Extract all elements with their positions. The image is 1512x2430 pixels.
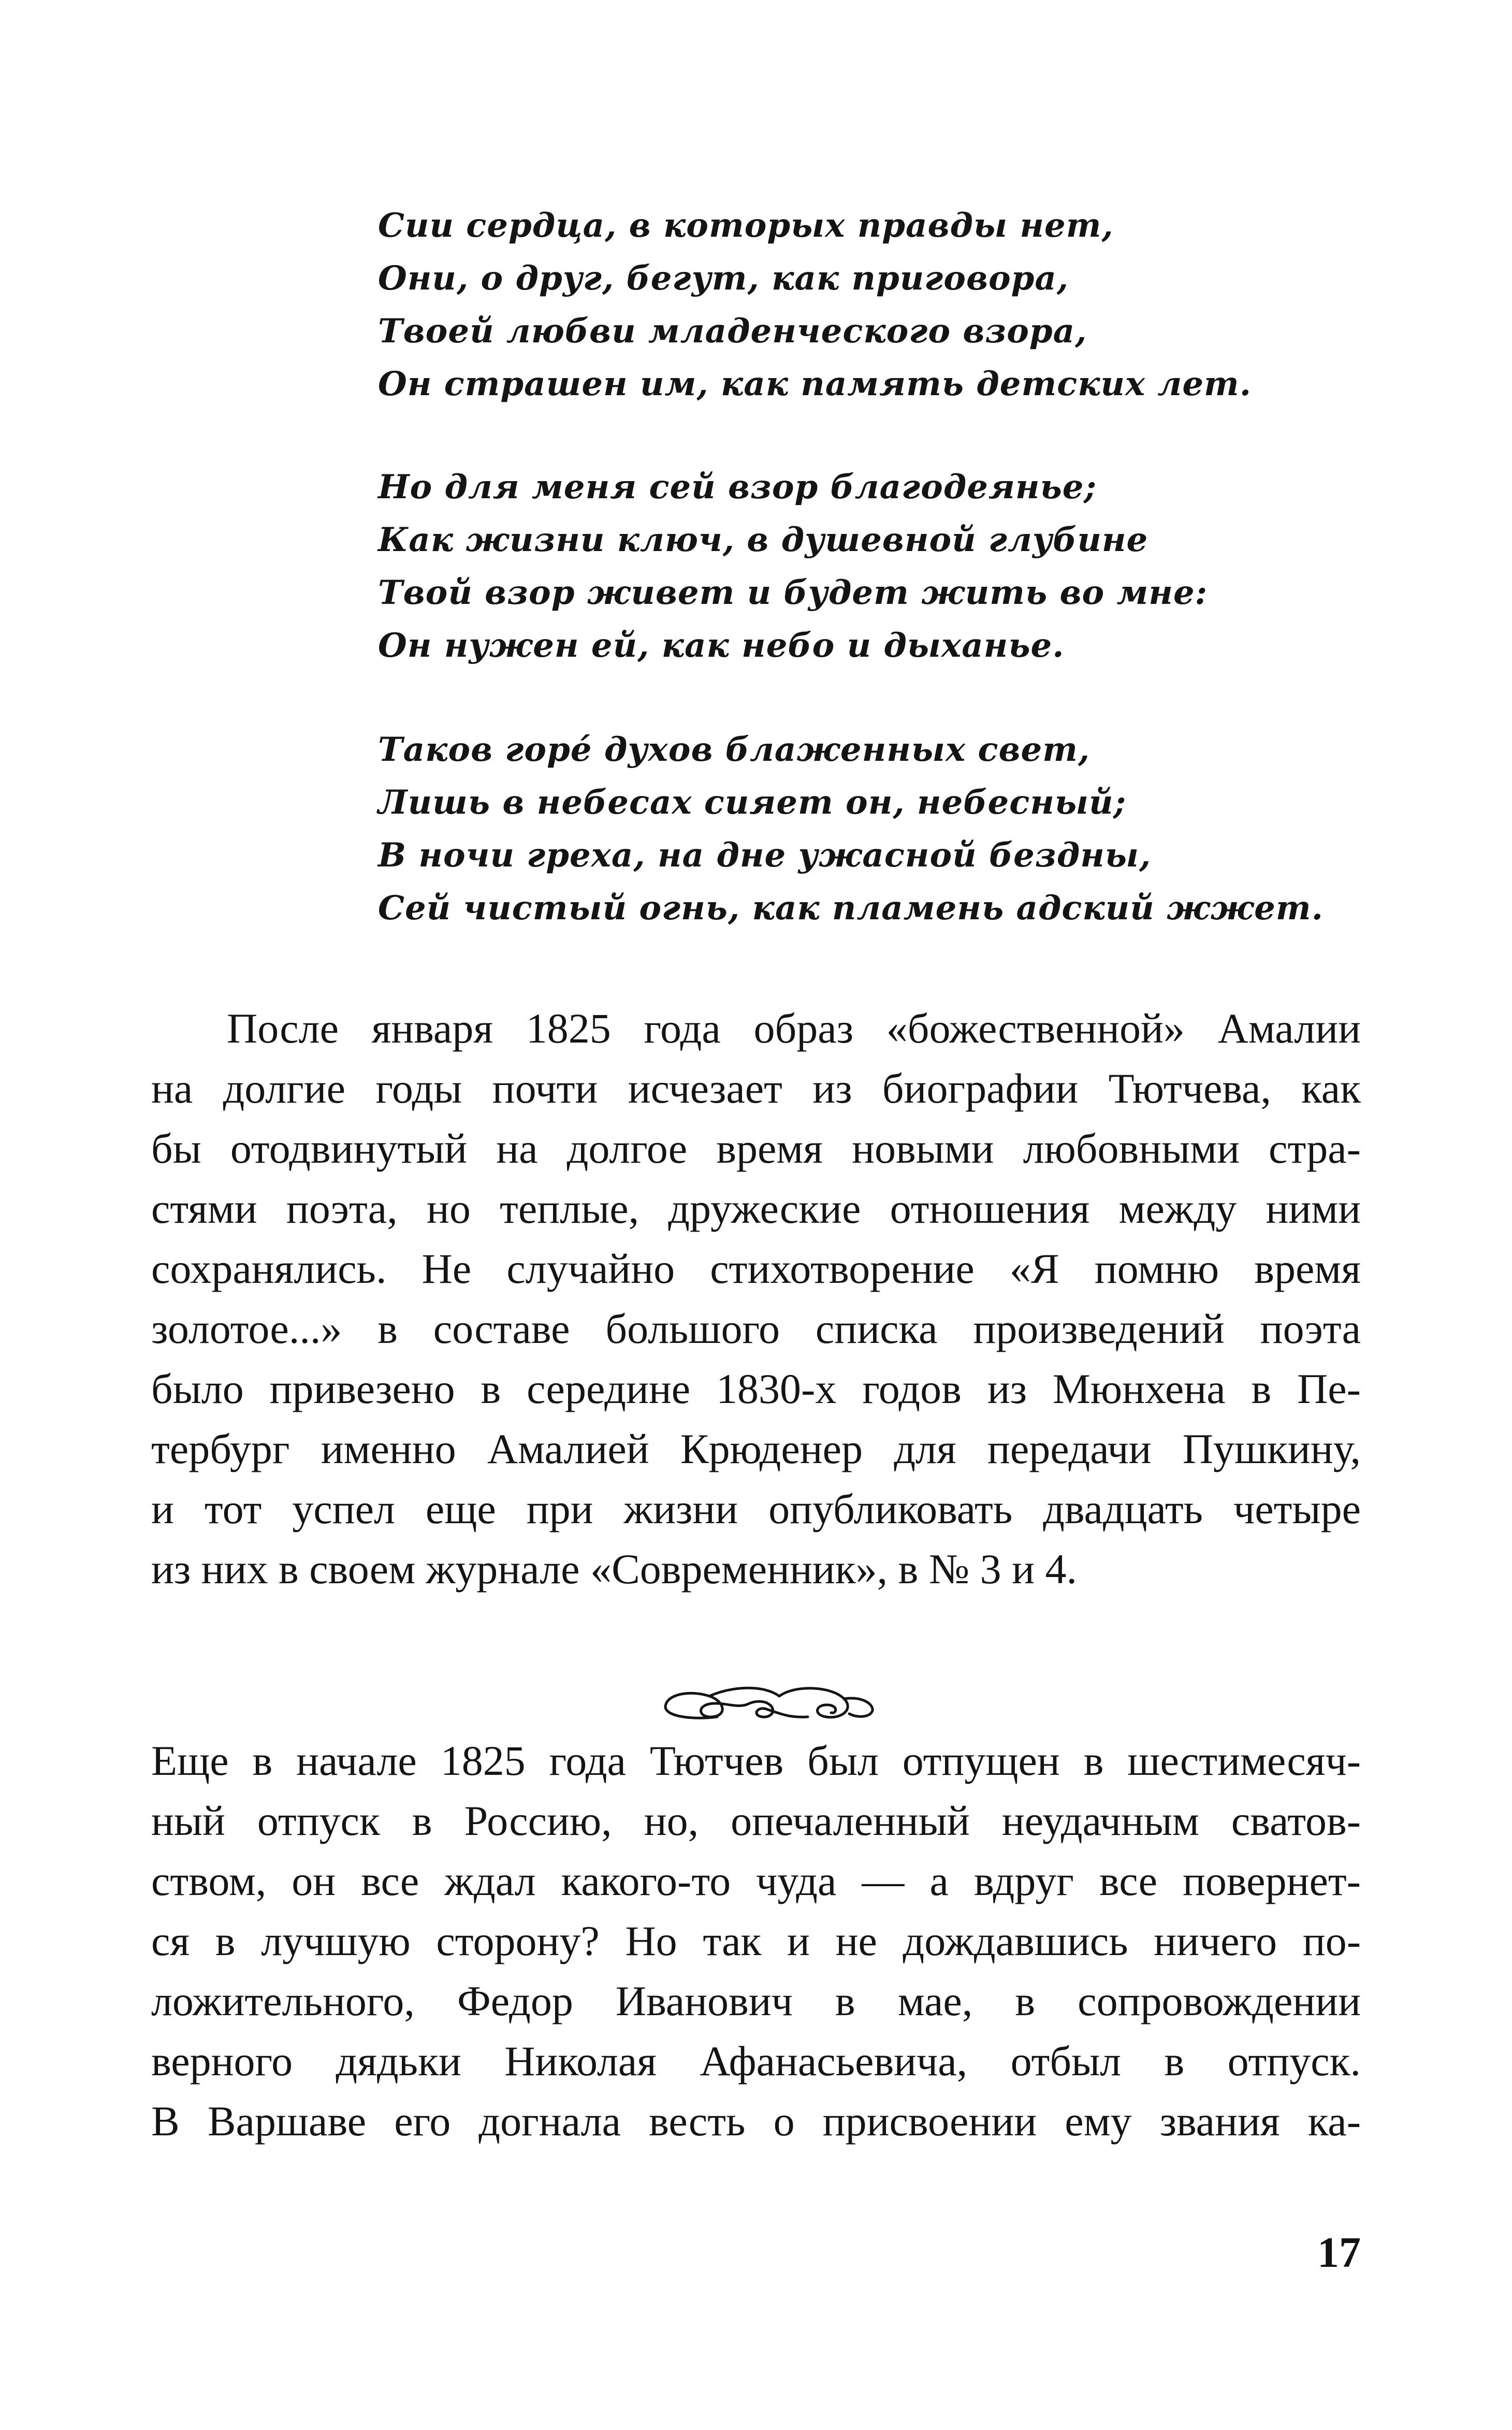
poem-line: Они, о друг, бегут, как приговора, [378, 259, 1069, 298]
paragraph-1 [151, 999, 1361, 1599]
poem-line: Твоей любви младенческого взора, [378, 312, 1087, 351]
paragraph-line: Еще в начале 1825 года Тютчев был отпущен в шестимесяч- [151, 1737, 1361, 1784]
poem-line: Но для меня сей взор благодеянье; [378, 468, 1097, 507]
poem-stanza-1 [378, 199, 1362, 411]
poem-line: Он страшен им, как память детских лет. [378, 365, 1252, 403]
poem-line: Как жизни ключ, в душевной глубине [378, 520, 1148, 559]
poem-line: Лишь в небесах сияет он, небесный; [378, 783, 1127, 822]
paragraph-line: верного дядьки Николая Афанасьевича, отбыл в отпуск. [151, 2037, 1361, 2085]
paragraph-line: тербург именно Амалией Крюденер для передачи Пушкину, [151, 1425, 1361, 1472]
poem-line: Он нужен ей, как небо и дыханье. [378, 626, 1065, 665]
poem-line: Сей чистый огнь, как пламень адский жжет. [378, 889, 1324, 928]
paragraph-line: сохранялись. Не случайно стихотворение «Я помню время [151, 1245, 1361, 1292]
paragraph-line: ся в лучшую сторону? Но так и не дождавшись ничего по- [151, 1917, 1361, 1964]
paragraph-line: золотое...» в составе большого списка произведений поэта [151, 1305, 1361, 1352]
poem-line: Твой взор живет и будет жить во мне: [378, 573, 1208, 612]
paragraph-line: После января 1825 года образ «божественной» Амалии [227, 1005, 1361, 1052]
poem-stanza-3 [378, 724, 1362, 935]
paragraph-line: на долгие годы почти исчезает из биографии Тютчева, как [151, 1065, 1361, 1112]
paragraph-line: было привезено в середине 1830-х годов из Мюнхена в Пе- [151, 1365, 1361, 1412]
page-number: 17 [1317, 2229, 1361, 2277]
flourish-ornament-icon [660, 1681, 878, 1725]
poem-stanza-2 [378, 461, 1362, 672]
poem-line: В ночи греха, на дне ужасной бездны, [378, 836, 1152, 875]
paragraph-line: ложительного, Федор Иванович в мае, в сопровождении [151, 1977, 1361, 2024]
paragraph-line: из них в своем журнале «Современник», в № 3 и 4. [151, 1545, 1077, 1593]
poem-line: Таков горé духов блаженных свет, [378, 730, 1091, 769]
paragraph-line: ный отпуск в Россию, но, опечаленный неудачным сватов- [151, 1797, 1361, 1844]
paragraph-line: и тот успел еще при жизни опубликовать двадцать четыре [151, 1485, 1361, 1532]
poem-line: Сии сердца, в которых правды нет, [378, 206, 1114, 245]
paragraph-line: ством, он все ждал какого-то чуда — а вдруг все повернет- [151, 1857, 1361, 1904]
paragraph-line: В Варшаве его догнала весть о присвоении ему звания ка- [151, 2098, 1361, 2145]
paragraph-line: бы отодвинутый на долгое время новыми любовными стра- [151, 1125, 1361, 1172]
paragraph-line: стями поэта, но теплые, дружеские отношения между ними [151, 1185, 1361, 1232]
paragraph-2 [151, 1731, 1361, 2151]
